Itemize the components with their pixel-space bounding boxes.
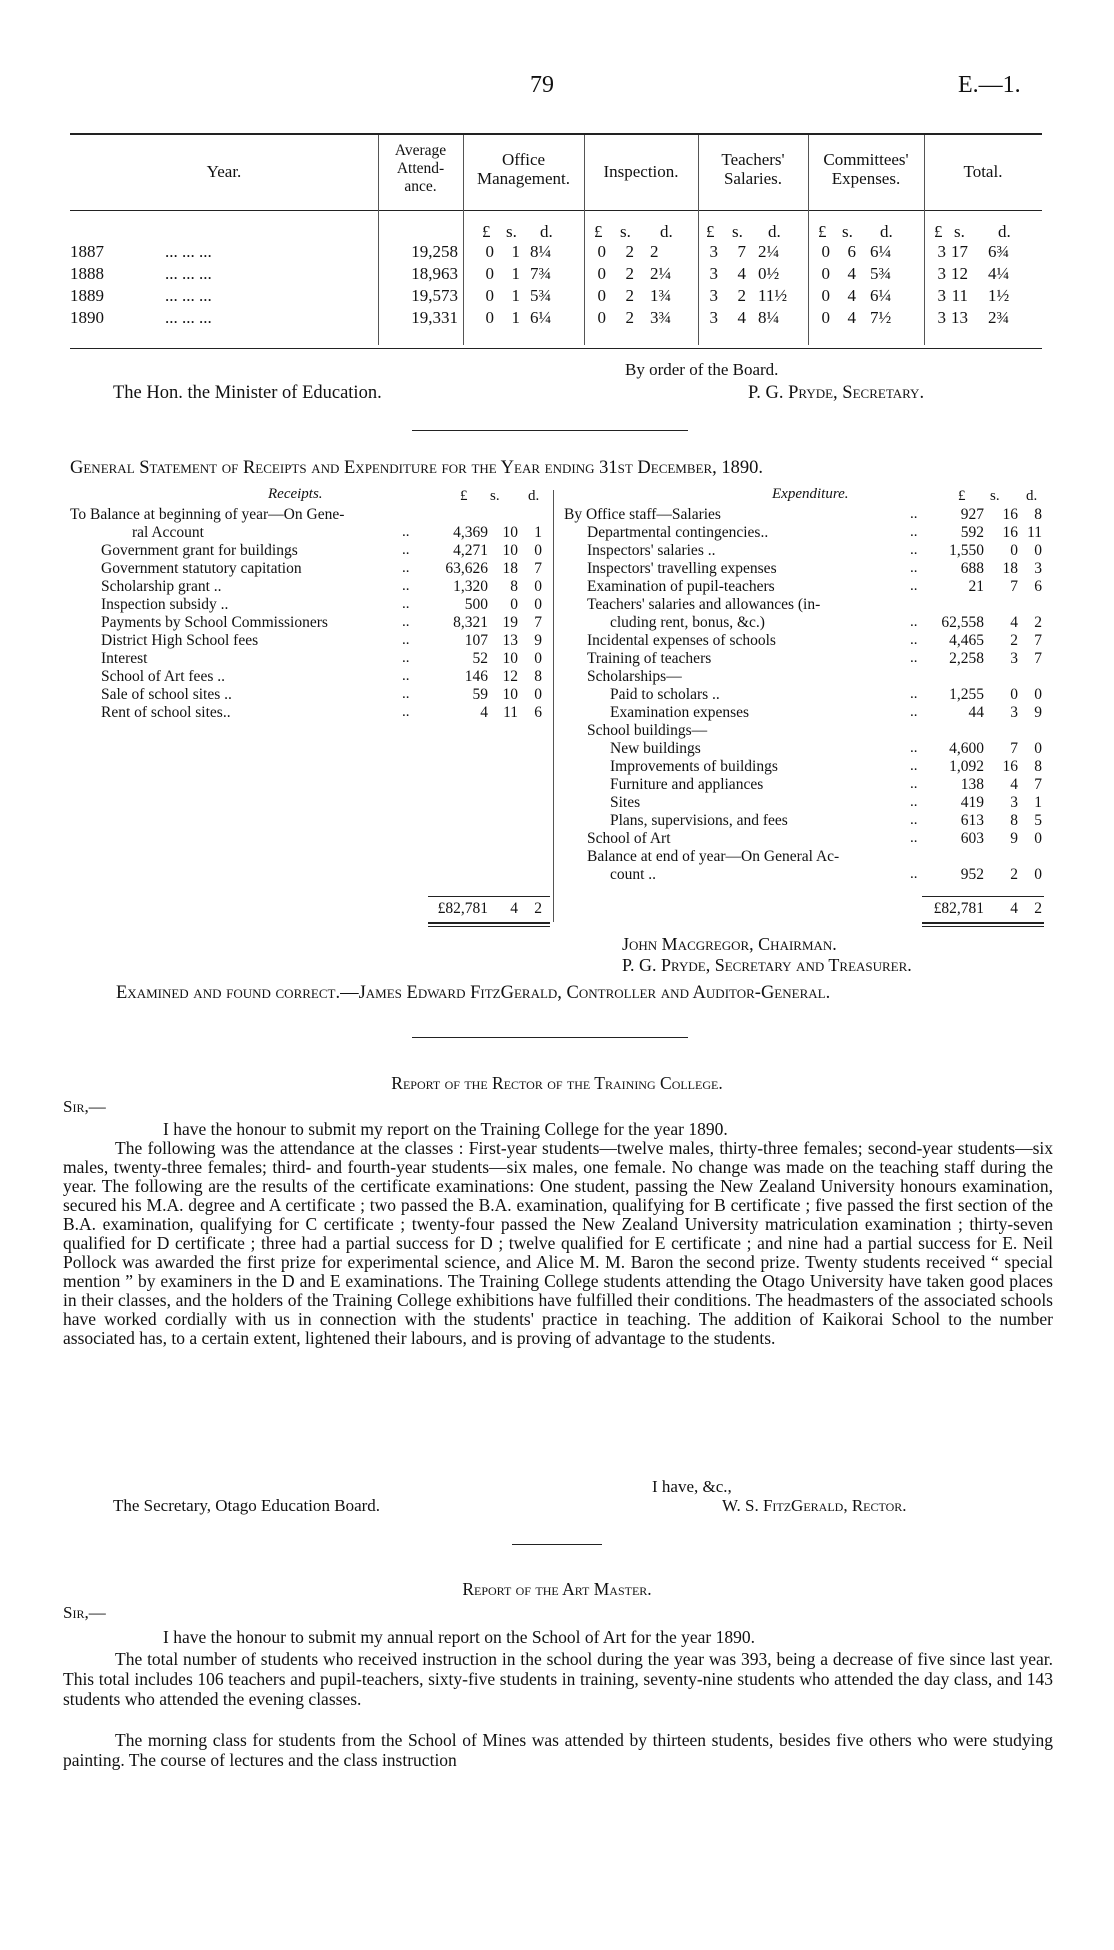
committees-shillings: 4 [847,286,856,305]
total-pence: 4¼ [988,264,1010,283]
receipts-amount-pence: 0 [534,686,542,703]
receipts-amount-shillings: 19 [502,614,518,631]
leader-dots: .. [910,650,918,666]
receipts-amount-pounds: 4 [480,704,488,721]
expenditure-label: Plans, supervisions, and fees [610,812,788,829]
office-pounds: 0 [485,264,494,283]
expenditure-amount-pence: 0 [1034,866,1042,883]
committees-pence: 6¼ [870,286,892,305]
expenditure-heading: Expenditure. [772,486,849,502]
teachers-pence: 0½ [758,264,780,283]
receipts-amount-pence: 7 [534,614,542,631]
expenditure-amount-shillings: 18 [1002,560,1018,577]
receipts-label: To Balance at beginning of year—On Gene- [70,506,345,523]
receipts-amount-shillings: 0 [510,596,518,613]
expenditure-amount-pounds: 62,558 [941,614,984,631]
leader-dots: .. [402,578,410,594]
inspection-pounds: 0 [597,264,606,283]
office-pounds: 0 [485,308,494,327]
page-reference: E.—1. [958,72,1021,98]
committees-pounds: 0 [821,286,830,305]
receipts-amount-pounds: 107 [464,632,488,649]
leader-dots: .. [910,866,918,882]
expenditure-label: Sites [610,794,641,811]
expenditure-amount-shillings: 16 [1002,524,1018,541]
secretary-signature: P. G. Pryde, Secretary. [748,383,925,403]
teachers-shillings: 4 [737,264,746,283]
receipts-amount-pence: 0 [534,650,542,667]
expenditure-amount-pence: 5 [1034,812,1042,829]
total-unit-pound: £ [934,222,943,241]
total-pounds: 3 [937,308,946,327]
expenditure-label: School of Art [587,830,671,847]
art-paragraph-1: I have the honour to submit my annual report on the School of Art for the year 1890. [163,1627,755,1647]
leader-dots: .. [910,578,918,594]
office-shillings: 1 [511,242,520,261]
rector-paragraph-1: I have the honour to submit my report on the Training College for the year 1890. [163,1119,728,1139]
art-paragraph-2: The total number of students who received instruction in the school during the year was 393, being a decrease of five since last year. This total includes 106 teachers and pupil-teachers, sixty-five students in training, seventy-nine students who attended the day class, and 143 students who attended the evening classes. [63,1649,1053,1709]
expenditure-amount-shillings: 2 [1010,866,1018,883]
total-unit-shilling: s. [954,222,965,241]
leader-dots: .. [402,524,410,540]
receipts-label: Payments by School Commissioners [101,614,328,631]
page-number: 79 [530,72,554,98]
committees-unit-pence: d. [880,222,893,241]
leader-dots: .. [910,506,918,522]
header-attendance: Average Attend- ance. [394,142,447,195]
receipts-amount-shillings: 11 [503,704,518,721]
receipts-heading: Receipts. [268,486,323,502]
expenditure-amount-pence: 6 [1034,578,1042,595]
receipts-label: Sale of school sites .. [101,686,232,703]
expenditure-amount-pounds: 4,465 [949,632,984,649]
expenditure-label: Teachers' salaries and allowances (in- [587,596,821,613]
minister-addressee: The Hon. the Minister of Education. [113,383,382,403]
total-unit-pence: d. [998,222,1011,241]
leader-dots: .. [910,758,918,774]
expenditure-amount-pounds: 419 [960,794,984,811]
receipts-amount-pence: 0 [534,578,542,595]
inspection-pounds: 0 [597,308,606,327]
committees-pence: 7½ [870,308,892,327]
office-pounds: 0 [485,242,494,261]
office-unit-pence: d. [540,222,553,241]
total-pence: 1½ [988,286,1010,305]
office-unit-shilling: s. [506,222,517,241]
leader-dots: .. [402,668,410,684]
expenditure-amount-pence: 7 [1034,650,1042,667]
rector-addressee: The Secretary, Otago Education Board. [113,1496,381,1515]
teachers-pence: 8¼ [758,308,780,327]
inspection-shillings: 2 [625,286,634,305]
attendance-cell: 19,573 [411,286,458,305]
statement-title: General Statement of Receipts and Expenditure for the Year ending 31st December, 1890. [70,458,764,478]
inspection-unit-shilling: s. [620,222,631,241]
leader-dots: .. [402,632,410,648]
receipts-amount-pounds: 146 [464,668,488,685]
rector-report-title: Report of the Rector of the Training College. [391,1073,723,1093]
office-pence: 6¼ [530,308,552,327]
attendance-table [0,0,1114,360]
expenditure-amount-pounds: 927 [960,506,984,523]
office-shillings: 1 [511,286,520,305]
leader-dots: .. [910,686,918,702]
expenditure-label: Improvements of buildings [610,758,778,775]
treasurer-signature: P. G. Pryde, Secretary and Treasurer. [622,955,912,975]
expenditure-amount-pounds: 603 [960,830,984,847]
receipts-unit-1: s. [490,488,500,504]
total-pence: 2¾ [988,308,1010,327]
expenditure-label: By Office staff—Salaries [564,506,721,523]
teachers-pence: 2¼ [758,242,780,261]
header-committees-expenses: Committees' Expenses. [823,150,909,188]
expenditure-amount-shillings: 2 [1010,632,1018,649]
expenditure-amount-pounds: 952 [960,866,984,883]
receipts-amount-pounds: 500 [464,596,488,613]
inspection-unit-pound: £ [594,222,603,241]
expenditure-amount-shillings: 9 [1010,830,1018,847]
receipts-label: Interest [101,650,148,667]
leader-dots: ... ... ... [165,242,212,261]
expenditure-amount-pence: 0 [1034,686,1042,703]
receipts-amount-pence: 6 [534,704,542,721]
leader-dots: .. [402,614,410,630]
leader-dots: .. [910,740,918,756]
expenditure-unit-2: d. [1026,488,1038,504]
expenditure-amount-pounds: 138 [960,776,984,793]
expenditure-label: Paid to scholars .. [610,686,720,703]
expenditure-amount-pence: 3 [1034,560,1042,577]
expenditure-label: New buildings [610,740,701,757]
receipts-label: ral Account [132,524,204,541]
committees-unit-pound: £ [818,222,827,241]
receipts-label: Scholarship grant .. [101,578,222,595]
leader-dots: .. [402,704,410,720]
office-unit-pound: £ [482,222,491,241]
office-shillings: 1 [511,264,520,283]
teachers-unit-pound: £ [706,222,715,241]
receipts-amount-shillings: 10 [502,686,518,703]
receipts-amount-shillings: 18 [502,560,518,577]
committees-pence: 5¾ [870,264,892,283]
expenditure-label: cluding rent, bonus, &c.) [610,614,765,631]
year-cell: 1890 [70,308,104,327]
expenditure-label: Inspectors' salaries .. [587,542,716,559]
committees-shillings: 4 [847,308,856,327]
expenditure-total-1: 4 [1010,900,1018,917]
leader-dots: .. [910,560,918,576]
expenditure-label: Inspectors' travelling expenses [587,560,777,577]
receipts-amount-pence: 0 [534,542,542,559]
expenditure-label: Examination of pupil-teachers [587,578,775,595]
receipts-amount-shillings: 13 [502,632,518,649]
receipts-label: Government statutory capitation [101,560,302,577]
receipts-total-2: 2 [534,900,542,917]
leader-dots: .. [910,776,918,792]
expenditure-label: Training of teachers [587,650,712,667]
inspection-shillings: 2 [625,308,634,327]
leader-dots: .. [910,542,918,558]
receipts-label: Inspection subsidy .. [101,596,229,613]
teachers-shillings: 7 [737,242,746,261]
expenditure-label: Scholarships— [587,668,682,685]
year-cell: 1887 [70,242,104,261]
expenditure-total-2: 2 [1034,900,1042,917]
rector-closing: I have, &c., [652,1477,732,1496]
committees-pounds: 0 [821,264,830,283]
leader-dots: .. [910,524,918,540]
teachers-unit-shilling: s. [732,222,743,241]
inspection-pence: 1¾ [650,286,672,305]
expenditure-unit-1: s. [990,488,1000,504]
attendance-cell: 18,963 [411,264,458,283]
expenditure-label: Incidental expenses of schools [587,632,776,649]
receipts-amount-shillings: 10 [502,650,518,667]
receipts-amount-pence: 1 [534,524,542,541]
receipts-amount-shillings: 10 [502,524,518,541]
expenditure-amount-shillings: 16 [1002,758,1018,775]
leader-dots: ... ... ... [165,308,212,327]
office-shillings: 1 [511,308,520,327]
receipts-amount-pounds: 59 [472,686,488,703]
receipts-label: Rent of school sites.. [101,704,231,721]
expenditure-amount-pounds: 1,550 [949,542,984,559]
committees-shillings: 4 [847,264,856,283]
teachers-pounds: 3 [709,308,718,327]
expenditure-amount-pounds: 4,600 [949,740,984,757]
office-pence: 8¼ [530,242,552,261]
expenditure-amount-pence: 1 [1034,794,1042,811]
receipts-label: District High School fees [101,632,259,649]
expenditure-amount-shillings: 4 [1010,614,1018,631]
header-teachers-salaries: Teachers' Salaries. [721,150,785,188]
teachers-unit-pence: d. [768,222,781,241]
receipts-amount-shillings: 12 [502,668,518,685]
receipts-amount-shillings: 10 [502,542,518,559]
inspection-pence: 3¾ [650,308,672,327]
expenditure-unit-0: £ [958,488,966,504]
expenditure-amount-pounds: 2,258 [949,650,984,667]
receipts-unit-2: d. [528,488,540,504]
total-shillings: 12 [951,264,968,283]
expenditure-amount-pounds: 44 [968,704,984,721]
rector-signature: W. S. FitzGerald, Rector. [722,1496,907,1515]
teachers-shillings: 4 [737,308,746,327]
total-shillings: 13 [951,308,968,327]
expenditure-amount-shillings: 0 [1010,686,1018,703]
rector-paragraph-2: The following was the attendance at the classes : First-year students—twelve males, thirty-three females; second-year students—six males, twenty-three females; third- and fourth-year students—six males, one female. No change was made on the teaching staff during the year. The following are the results of the certificate examinations: One student, passing the New Zealand University honours examination, secured his M.A. degree and A certificate ; two passed the B.A. examination, qualifying for B certificate ; five passed the first section of the B.A. examination, qualifying for C certificate ; twenty-four passed the New Zealand University matriculation examination ; thirty-seven qualified for D certificate ; three had a partial success for D ; twelve qualified for E certificate ; and nine had a partial success for E. Neil Pollock was awarded the first prize for experimental science, and Alice M. M. Baron the second prize. Twenty students received “ special mention ” by examiners in the D and E examinations. The Training College students attending the Otago University have taken good places in their classes, and the holders of the Training College exhibitions have fulfilled their conditions. The headmasters of the associated schools have worked cordially with us in connection with the students' practice in teaching. The addition of Kaikorai School to the number associated has, to a certain extent, lightened their labours, and is proving of advantage to the students. [63,1138,1053,1348]
receipts-amount-pounds: 1,320 [453,578,488,595]
office-pence: 7¾ [530,264,552,283]
header-inspection: Inspection. [603,162,679,181]
expenditure-amount-pence: 8 [1034,506,1042,523]
expenditure-total-0: £82,781 [933,900,984,917]
inspection-pounds: 0 [597,286,606,305]
office-pounds: 0 [485,286,494,305]
header-year: Year. [206,162,242,181]
expenditure-amount-pounds: 613 [960,812,984,829]
inspection-unit-pence: d. [660,222,673,241]
expenditure-amount-shillings: 7 [1010,740,1018,757]
art-salutation: Sir,— [63,1603,106,1622]
expenditure-amount-pence: 0 [1034,542,1042,559]
total-pence: 6¾ [988,242,1010,261]
expenditure-amount-shillings: 3 [1010,794,1018,811]
leader-dots: .. [910,812,918,828]
receipts-unit-0: £ [460,488,468,504]
expenditure-label: Furniture and appliances [610,776,764,793]
year-cell: 1888 [70,264,104,283]
receipts-amount-pence: 7 [534,560,542,577]
expenditure-amount-shillings: 7 [1010,578,1018,595]
attendance-cell: 19,331 [411,308,458,327]
teachers-pounds: 3 [709,264,718,283]
inspection-shillings: 2 [625,264,634,283]
expenditure-amount-pounds: 1,255 [949,686,984,703]
receipts-amount-pounds: 63,626 [445,560,488,577]
expenditure-amount-shillings: 3 [1010,650,1018,667]
inspection-shillings: 2 [625,242,634,261]
expenditure-amount-pence: 9 [1034,704,1042,721]
receipts-amount-pence: 9 [534,632,542,649]
expenditure-amount-pence: 7 [1034,776,1042,793]
expenditure-amount-pounds: 21 [968,578,984,595]
auditor-note: Examined and found correct.—James Edward FitzGerald, Controller and Auditor-General. [116,983,831,1003]
expenditure-amount-pence: 2 [1034,614,1042,631]
receipts-amount-pence: 0 [534,596,542,613]
art-paragraph-3: The morning class for students from the School of Mines was attended by thirteen students, besides five others who were studying painting. The course of lectures and the class instruction [63,1730,1053,1770]
expenditure-amount-pence: 11 [1027,524,1042,541]
art-report-title: Report of the Art Master. [462,1579,652,1599]
leader-dots: .. [402,596,410,612]
expenditure-amount-pence: 0 [1034,740,1042,757]
rector-salutation: Sir,— [63,1097,106,1116]
total-shillings: 11 [951,286,968,305]
committees-unit-shilling: s. [842,222,853,241]
expenditure-amount-shillings: 0 [1010,542,1018,559]
receipts-amount-pounds: 8,321 [453,614,488,631]
year-cell: 1889 [70,286,104,305]
expenditure-amount-pence: 7 [1034,632,1042,649]
expenditure-label: count .. [610,866,657,883]
expenditure-amount-pence: 8 [1034,758,1042,775]
header-office-management: Office Management. [477,150,570,188]
expenditure-amount-pence: 0 [1034,830,1042,847]
teachers-shillings: 2 [737,286,746,305]
receipts-label: Government grant for buildings [101,542,298,559]
total-pounds: 3 [937,242,946,261]
inspection-pence: 2 [650,242,659,261]
expenditure-amount-shillings: 3 [1010,704,1018,721]
expenditure-label: School buildings— [587,722,708,739]
total-pounds: 3 [937,286,946,305]
attendance-cell: 19,258 [411,242,458,261]
receipts-total-1: 4 [510,900,518,917]
receipts-amount-pounds: 4,271 [453,542,488,559]
leader-dots: .. [910,614,918,630]
inspection-pence: 2¼ [650,264,672,283]
receipts-total-0: £82,781 [437,900,488,917]
receipts-amount-pence: 8 [534,668,542,685]
expenditure-label: Balance at end of year—On General Ac- [587,848,840,865]
teachers-pounds: 3 [709,286,718,305]
leader-dots: .. [402,686,410,702]
chairman-signature: John Macgregor, Chairman. [622,934,837,954]
receipts-amount-shillings: 8 [510,578,518,595]
receipts-amount-pounds: 4,369 [453,524,488,541]
leader-dots: .. [910,794,918,810]
leader-dots: .. [402,560,410,576]
expenditure-amount-pounds: 1,092 [949,758,984,775]
header-total: Total. [963,162,1003,181]
leader-dots: .. [910,632,918,648]
expenditure-label: Departmental contingencies.. [587,524,769,541]
expenditure-amount-pounds: 592 [960,524,984,541]
committees-pounds: 0 [821,242,830,261]
committees-shillings: 6 [847,242,856,261]
leader-dots: .. [910,704,918,720]
expenditure-amount-shillings: 4 [1010,776,1018,793]
receipts-amount-pounds: 52 [472,650,488,667]
teachers-pence: 11½ [758,286,788,305]
leader-dots: .. [402,542,410,558]
leader-dots: .. [402,650,410,666]
expenditure-label: Examination expenses [610,704,750,721]
leader-dots: .. [910,830,918,846]
leader-dots: ... ... ... [165,286,212,305]
committees-pence: 6¼ [870,242,892,261]
committees-pounds: 0 [821,308,830,327]
office-pence: 5¾ [530,286,552,305]
total-pounds: 3 [937,264,946,283]
inspection-pounds: 0 [597,242,606,261]
expenditure-amount-pounds: 688 [960,560,984,577]
total-shillings: 17 [951,242,968,261]
receipts-label: School of Art fees .. [101,668,225,685]
leader-dots: ... ... ... [165,264,212,283]
expenditure-amount-shillings: 16 [1002,506,1018,523]
by-order-text: By order of the Board. [625,360,779,379]
teachers-pounds: 3 [709,242,718,261]
expenditure-amount-shillings: 8 [1010,812,1018,829]
